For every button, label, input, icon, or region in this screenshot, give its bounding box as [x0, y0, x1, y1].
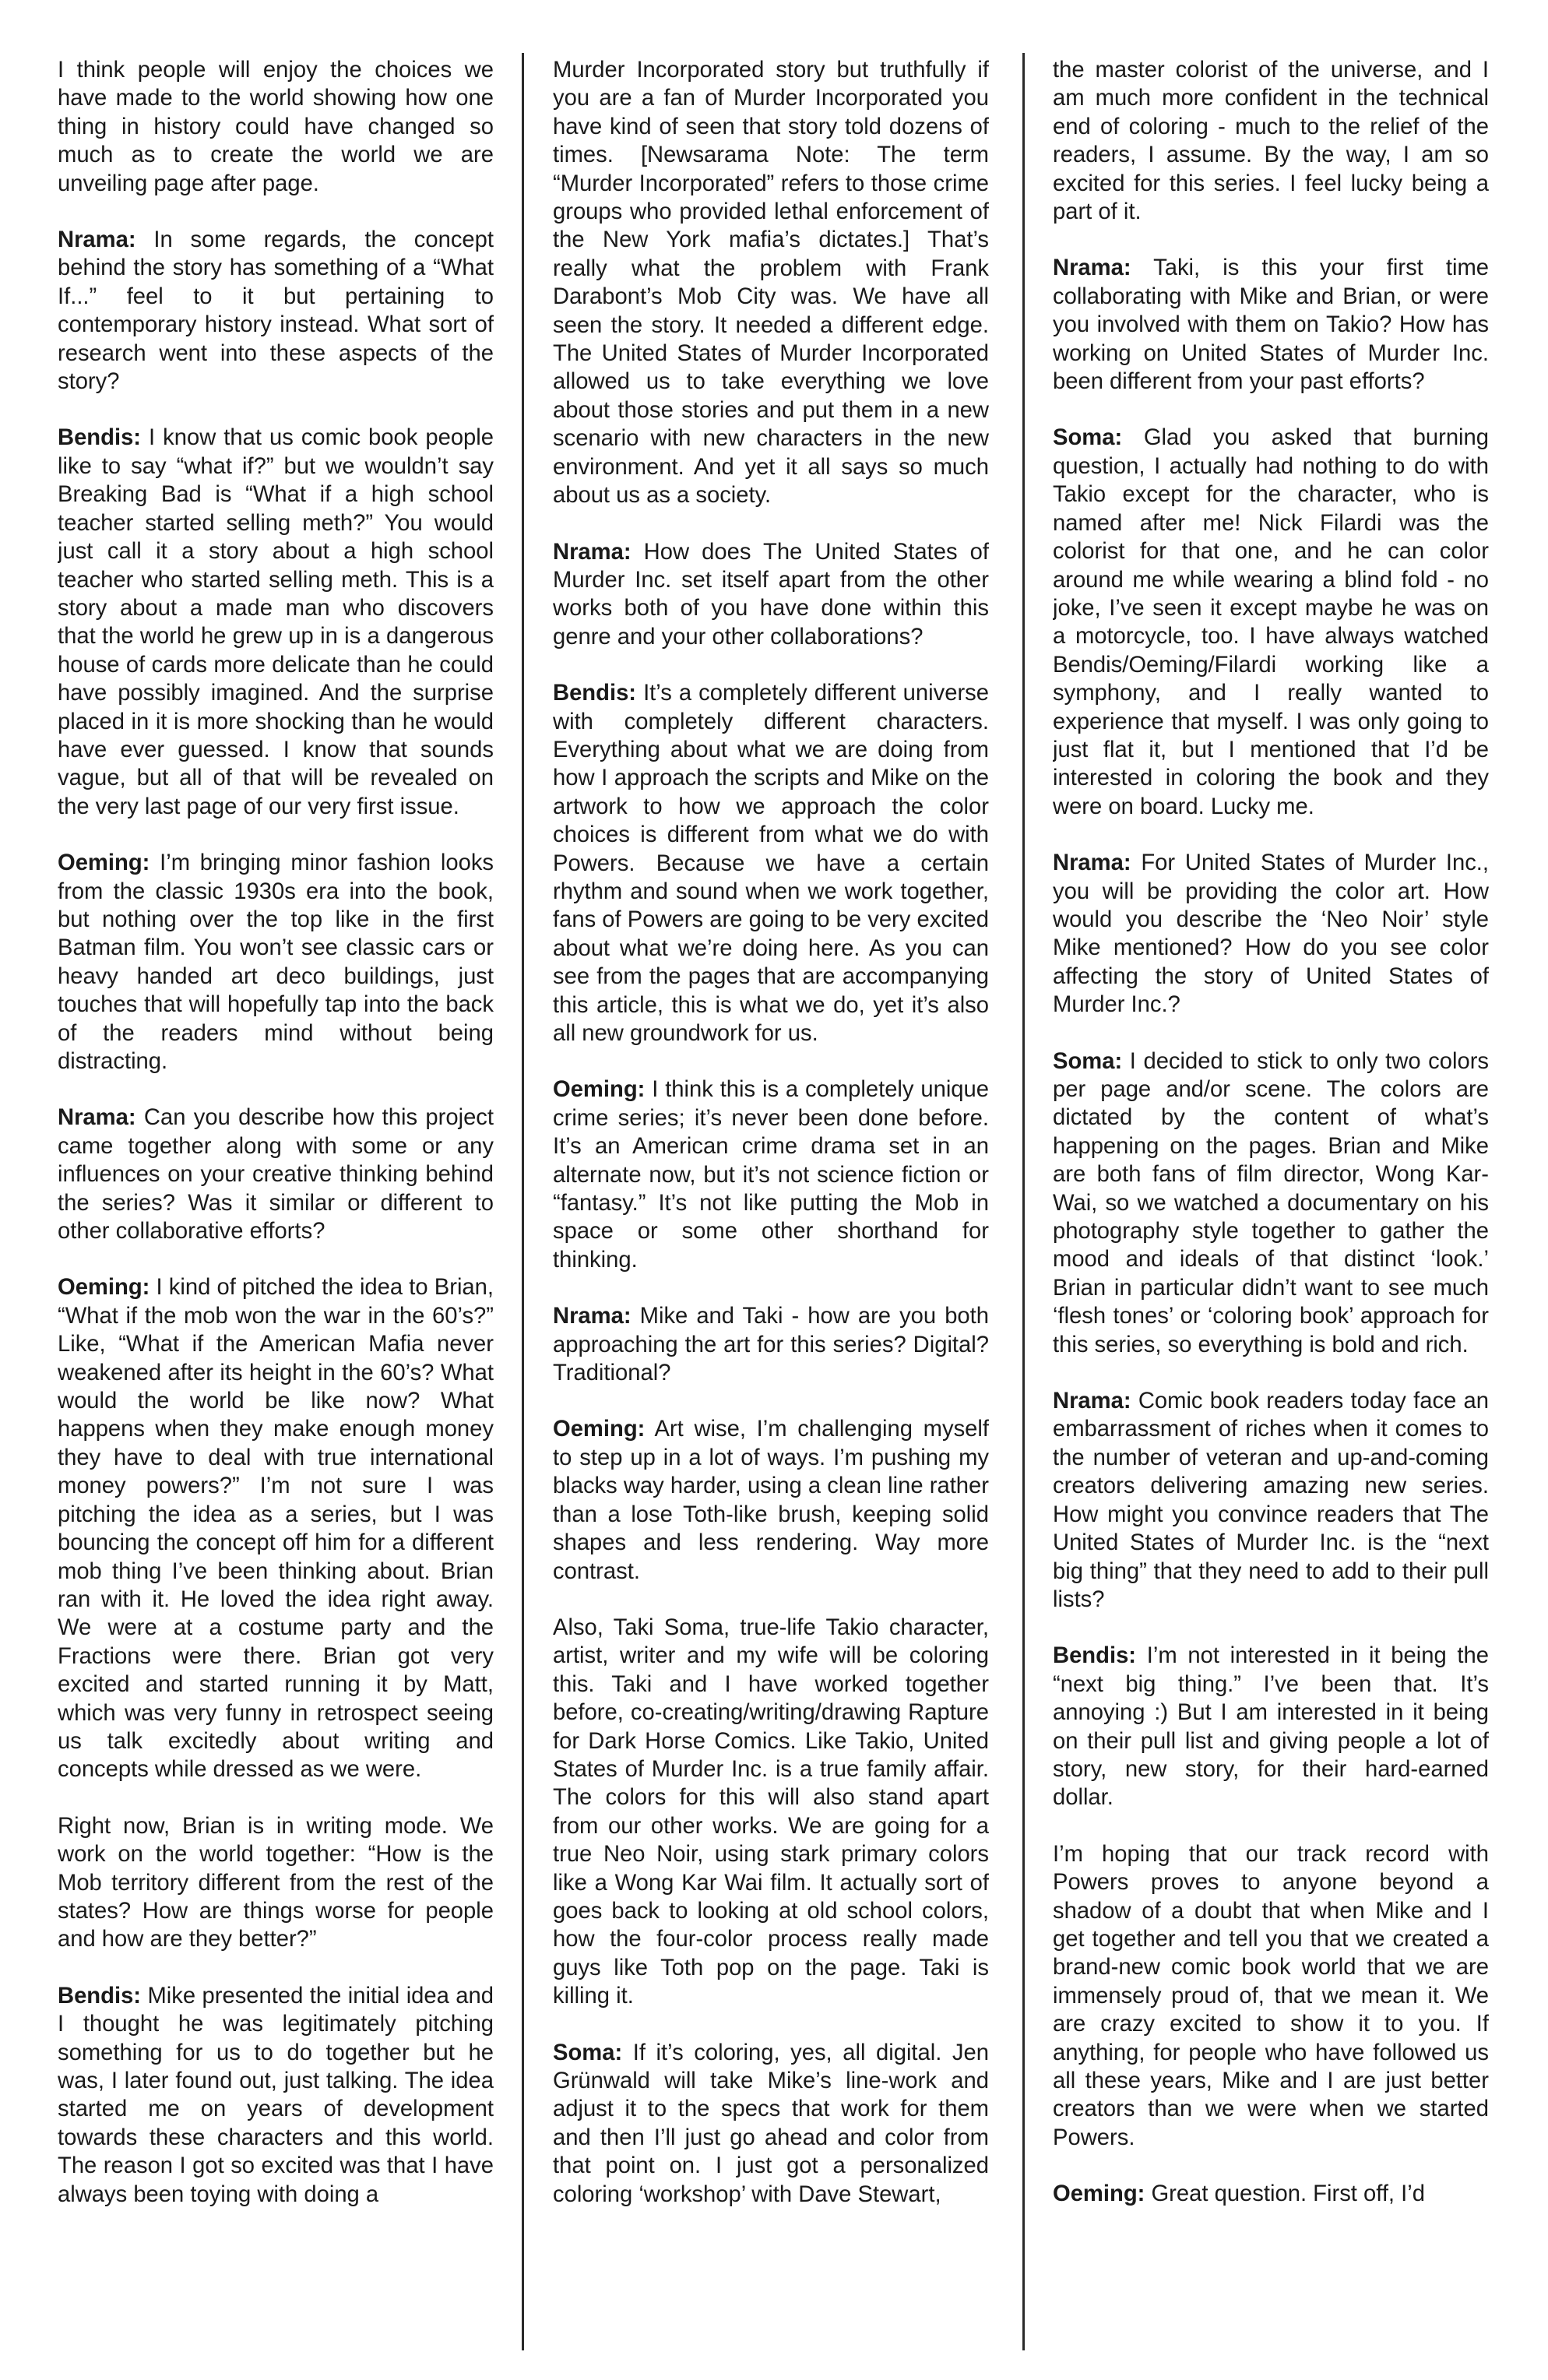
paragraph-text: Murder Incorporated story but truthfully if you are a fan of Murder Incorporated you have kind of seen that story told dozens of times. [Newsarama Note: The term “Murder Incorporated” refers to those crime groups who provided lethal enforcement of the New York mafia’s dictates.] That’s really what the problem with Frank Darabont’s Mob City was. We have all seen the story. It needed a different edge. The United States of Murder Incorporated allowed us to take everything we love about those stories and put them in a new scenario with new characters in the new environment. And yet it all says so much about us as a society.	[553, 58, 989, 509]
paragraph-text: Comic book readers today face an embarrassment of riches when it comes to the number of veteran and up-and-coming creators delivering amazing new series. How might you convince readers that The United States of Murder Inc. is the “next big thing” that they need to add to their pull lists?	[1053, 1389, 1489, 1612]
speaker-label: Nrama:	[553, 539, 632, 565]
paragraph	[1053, 254, 1489, 396]
paragraph	[1053, 849, 1489, 1019]
paragraph	[1053, 1642, 1489, 1811]
speaker-label: Oeming:	[553, 1417, 646, 1442]
speaker-label: Nrama:	[553, 1304, 632, 1329]
speaker-label: Bendis:	[553, 681, 637, 706]
speaker-label: Nrama:	[1053, 255, 1131, 281]
speaker-label: Soma:	[1053, 425, 1123, 451]
paragraph-text: For United States of Murder Inc., you will be providing the color art. How would you describe the ‘Neo Noir’ style Mike mentioned? How do you see color affecting the story of United States of Murder Inc.?	[1053, 850, 1489, 1018]
paragraph	[1053, 56, 1489, 226]
speaker-label: Bendis:	[58, 1983, 142, 2009]
paragraph	[553, 56, 989, 510]
speaker-label: Oeming:	[1053, 2181, 1145, 2207]
speaker-label: Bendis:	[1053, 1643, 1137, 1669]
paragraph-text: the master colorist of the universe, and I am much more confident in the technical end of coloring - much to the relief of the readers, I assume. By the way, I am so excited for this series. I feel lucky being a part of it.	[1053, 58, 1489, 225]
paragraph	[58, 849, 494, 1076]
speaker-label: Nrama:	[1053, 1389, 1131, 1414]
paragraph-text: I decided to stick to only two colors per page and/or scene. The colors are dictated by the content of what’s happening on the pages. Brian and Mike are both fans of film director, Wong Kar-Wai, so we watched a documentary on his photography style together to gather the mood and ideals of that distinct ‘look.’ Brian in particular didn’t want to see much ‘flesh tones’ or ‘coloring book’ approach for this series, so everything is bold and rich.	[1053, 1048, 1489, 1357]
paragraph-text: I’m hoping that our track record with Powers proves to anyone beyond a shadow of a doubt that when Mike and I get together and tell you that we created a brand-new comic book world that we are immensely proud of, that we mean it. We are crazy excited to show it to you. If anything, for people who have followed us all these years, Mike and I are just better creators than we were when we started Powers.	[1053, 1841, 1489, 2150]
paragraph-text: I kind of pitched the idea to Brian, “What if the mob won the war in the 60’s?” Like, “What if the American Mafia never weakened after its height in the 60’s? What would the world be like now? What happens when they make enough money they have to deal with true international money powers?” I’m not sure I was pitching the idea as a series, but I was bouncing the concept off him for a different mob thing I’ve been thinking about. Brian ran with it. He loved the idea right away. We were at a costume party and the Fractions were there. Brian got very excited and started running it by Matt, which was very funny in retrospect seeing us talk excitedly about writing and concepts while dressed as we were.	[58, 1275, 494, 1783]
paragraph-text: Also, Taki Soma, true-life Takio character, artist, writer and my wife will be coloring this. Taki and I have worked together before, co-creating/writing/drawing Rapture for Dark Horse Comics. Like Takio, United States of Murder Inc. is a true family affair. The colors for this will also stand apart from our other works. We are going for a true Neo Noir, using stark primary colors like a Wong Kar Wai film. It actually sort of goes back to looking at old school colors, how the four-color process really made guys like Toth pop on the page. Taki is killing it.	[553, 1614, 989, 2009]
paragraph-text: Mike presented the initial idea and I thought he was legitimately pitching something for us to do together but he was, I later found out, just talking. The idea started me on years of development towards these characters and this world. The reason I got so excited was that I have always been toying with doing a	[58, 1983, 494, 2207]
speaker-label: Nrama:	[1053, 850, 1131, 876]
paragraph-text: Mike and Taki - how are you both approaching the art for this series? Digital? Traditional?	[553, 1304, 989, 1386]
paragraph-text: I’m bringing minor fashion looks from the classic 1930s era into the book, but nothing over the top like in the first Batman film. You won’t see classic cars or heavy handed art deco buildings, just touches that will hopefully tap into the back of the readers mind without being distracting.	[58, 850, 494, 1074]
paragraph-text: How does The United States of Murder Inc. set itself apart from the other works both of you have done within this genre and your other collaborations?	[553, 539, 989, 650]
paragraph	[1053, 1840, 1489, 2152]
paragraph-text: Right now, Brian is in writing mode. We work on the world together: “How is the Mob territory different from the rest of the states? How are things worse for people and how are they better?”	[58, 1813, 494, 1952]
paragraph-text: I think this is a completely unique crime series; it’s never been done before. It’s an American crime drama set in an alternate now, but it’s not science fiction or “fantasy.” It’s not like putting the Mob in space or some other shorthand for thinking.	[553, 1077, 989, 1273]
paragraph-text: In some regards, the concept behind the story has something of a “What If...” feel to it but pertaining to contemporary history instead. What sort of research went into these aspects of the story?	[58, 227, 494, 395]
paragraph	[553, 1076, 989, 1274]
paragraph-text: If it’s coloring, yes, all digital. Jen Grünwald will take Mike’s line-work and adjust it to the specs that work for them and then I’ll just go ahead and color from that point on. I just got a personalized coloring ‘workshop’ with Dave Stewart,	[553, 2040, 989, 2207]
paragraph	[58, 1104, 494, 1245]
text-column-2	[553, 56, 989, 2346]
speaker-label: Nrama:	[58, 1105, 136, 1131]
speaker-label: Bendis:	[58, 425, 142, 451]
column-divider	[1022, 53, 1025, 2350]
paragraph-text: It’s a completely different universe with completely different characters. Everything about what we are doing from how I approach the scripts and Mike on the artwork to how we approach the color choices is different from what we do with Powers. Because we have a certain rhythm and sound when we work together, fans of Powers are going to be very excited about what we’re doing here. As you can see from the pages that are accompanying this article, this is what we do, yet it’s also all new groundwork for us.	[553, 681, 989, 1046]
paragraph	[1053, 424, 1489, 821]
paragraph-text: Can you describe how this project came together along with some or any influences on your creative thinking behind the series? Was it similar or different to other collaborative efforts?	[58, 1105, 494, 1245]
speaker-label: Soma:	[1053, 1048, 1123, 1074]
paragraph-text: I think people will enjoy the choices we have made to the world showing how one thing in history could have changed so much as to create the world we are unveiling page after page.	[58, 58, 494, 196]
paragraph	[553, 538, 989, 652]
text-column-3	[1053, 56, 1489, 2346]
paragraph	[553, 1415, 989, 1585]
paragraph	[1053, 1387, 1489, 1614]
paragraph	[1053, 2180, 1489, 2208]
text-column-1	[58, 56, 494, 2346]
paragraph	[58, 424, 494, 821]
column-divider	[522, 53, 524, 2350]
paragraph-text: Glad you asked that burning question, I actually had nothing to do with Takio except for the character, who is named after me! Nick Filardi was the colorist for that one, and he can color around me while wearing a blind fold - no joke, I’ve seen it except maybe he was on a motorcycle, too. I have always watched Bendis/Oeming/Filardi working like a symphony, and I really wanted to experience that myself. I was only going to just flat it, but I mentioned that I’d be interested in coloring the book and they were on board. Lucky me.	[1053, 425, 1489, 819]
paragraph	[58, 1812, 494, 1954]
speaker-label: Soma:	[553, 2040, 623, 2065]
paragraph-text: Great question. First off, I’d	[1151, 2181, 1425, 2207]
paragraph	[58, 226, 494, 396]
paragraph-text: Taki, is this your first time collaborating with Mike and Brian, or were you involved with them on Takio? How has working on United States of Murder Inc. been different from your past efforts?	[1053, 255, 1489, 395]
speaker-label: Oeming:	[553, 1077, 646, 1103]
paragraph	[553, 1302, 989, 1387]
paragraph	[58, 56, 494, 198]
paragraph	[553, 2039, 989, 2209]
speaker-label: Nrama:	[58, 227, 136, 253]
paragraph	[1053, 1047, 1489, 1359]
paragraph-text: Art wise, I’m challenging myself to step up in a lot of ways. I’m pushing my blacks way harder, using a clean line rather than a lose Toth-like brush, keeping solid shapes and less rendering. Way more contrast.	[553, 1417, 989, 1584]
paragraph	[553, 1614, 989, 2011]
paragraph	[58, 1273, 494, 1783]
speaker-label: Oeming:	[58, 1275, 150, 1301]
paragraph	[58, 1982, 494, 2209]
speaker-label: Oeming:	[58, 850, 150, 876]
paragraph-text: I’m not interested in it being the “next big thing.” I’ve been that. It’s annoying :) But I am interested in it being on their pull list and giving people a lot of story, new story, for their hard-earned dollar.	[1053, 1643, 1489, 1811]
paragraph	[553, 679, 989, 1047]
paragraph-text: I know that us comic book people like to say “what if?” but we wouldn’t say Breaking Bad is “What if a high school teacher started selling meth?” You would just call it a story about a high school teacher who started selling meth. This is a story about a made man who discovers that the world he grew up in is a dangerous house of cards more delicate than he could have possibly imagined. And the surprise placed in it is more shocking than he would have ever guessed. I know that sounds vague, but all of that will be revealed on the very last page of our very first issue.	[58, 425, 494, 819]
